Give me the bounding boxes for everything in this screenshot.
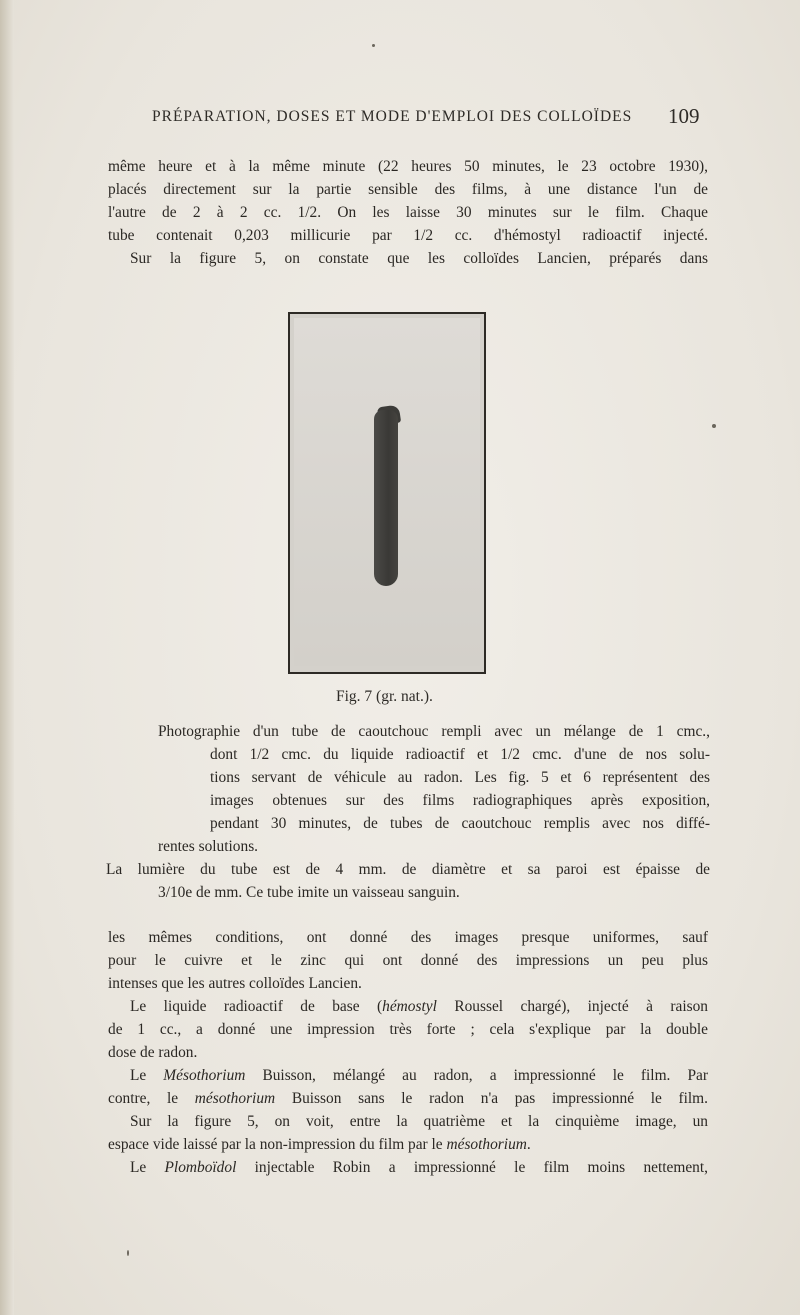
figure-caption: Fig. 7 (gr. nat.).: [336, 688, 433, 705]
text-line: pour le cuivre et le zinc qui ont donné des impressions un peu plus: [108, 952, 708, 969]
page-number: 109: [668, 104, 700, 128]
text-line: l'autre de 2 à 2 cc. 1/2. On les laisse 30 minutes sur le film. Chaque: [108, 204, 708, 221]
body-paragraph: [108, 1110, 708, 1156]
body-paragraph: [108, 1064, 708, 1110]
page-edge: [0, 0, 14, 1315]
paper-speck: [712, 424, 716, 428]
legend-paragraph: [106, 858, 710, 904]
text-line: pendant 30 minutes, de tubes de caoutchouc remplis avec nos diffé-: [210, 815, 710, 832]
text-line: intenses que les autres colloïdes Lancien.: [108, 975, 362, 992]
rubber-tube-image: [374, 410, 398, 586]
body-text: [108, 926, 708, 1179]
body-paragraph: [108, 995, 708, 1064]
text-line: tube contenait 0,203 millicurie par 1/2 cc. d'hémostyl radioactif injecté.: [108, 227, 708, 244]
film-background: [294, 318, 480, 666]
text-line: rentes solutions.: [158, 838, 259, 855]
legend-paragraph: [106, 720, 710, 858]
text-line: Le Mésothorium Buisson, mélangé au radon, a impressionné le film. Par: [130, 1067, 708, 1084]
top-paragraph: [108, 155, 708, 270]
text-line: contre, le mésothorium Buisson sans le radon n'a pas impressionné le film.: [108, 1090, 708, 1107]
text-line: Sur la figure 5, on voit, entre la quatrième et la cinquième image, un: [130, 1113, 708, 1130]
text-line: de 1 cc., a donné une impression très forte ; cela s'explique par la double: [108, 1021, 708, 1038]
body-paragraph: [108, 926, 708, 995]
text-line: Photographie d'un tube de caoutchouc rempli avec un mélange de 1 cmc.,: [158, 723, 710, 740]
text-line: espace vide laissé par la non-impression du film par le mésothorium.: [108, 1136, 531, 1153]
text-line: tions servant de véhicule au radon. Les fig. 5 et 6 représentent des: [210, 769, 710, 786]
text-line: même heure et à la même minute (22 heures 50 minutes, le 23 octobre 1930),: [108, 158, 708, 175]
running-head: PRÉPARATION, DOSES ET MODE D'EMPLOI DES COLLOÏDES: [152, 108, 633, 125]
paper-speck: [127, 1250, 129, 1256]
text-line: Le liquide radioactif de base (hémostyl Roussel chargé), injecté à raison: [130, 998, 708, 1015]
text-line: placés directement sur la partie sensible des films, à une distance l'un de: [108, 181, 708, 198]
text-line: 3/10e de mm. Ce tube imite un vaisseau sanguin.: [158, 884, 460, 901]
text-line: dose de radon.: [108, 1044, 198, 1061]
text-line: dont 1/2 cmc. du liquide radioactif et 1/2 cmc. d'une de nos solu-: [210, 746, 710, 763]
body-paragraph: [108, 1156, 708, 1179]
paper-speck: [372, 44, 375, 47]
figure-legend: [106, 720, 710, 904]
text-line: images obtenues sur des films radiographiques après exposition,: [210, 792, 710, 809]
text-line: Le Plomboïdol injectable Robin a impressionné le film moins nettement,: [130, 1159, 708, 1176]
text-line: les mêmes conditions, ont donné des images presque uniformes, sauf: [108, 929, 708, 946]
text-line: Sur la figure 5, on constate que les colloïdes Lancien, préparés dans: [130, 250, 708, 267]
text-line: La lumière du tube est de 4 mm. de diamètre et sa paroi est épaisse de: [106, 861, 710, 878]
figure-photograph: [288, 312, 486, 674]
